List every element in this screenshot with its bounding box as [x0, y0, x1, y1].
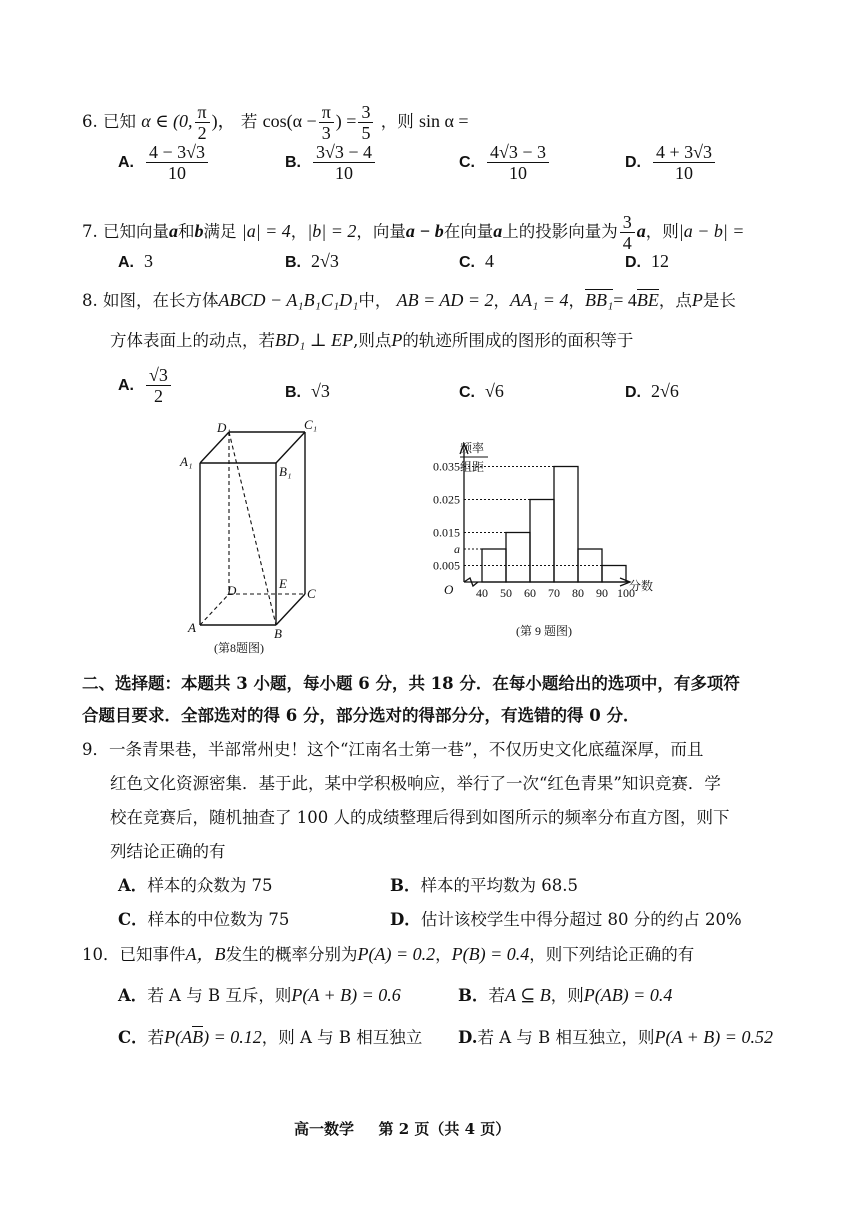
y-tick-label: 0.025	[433, 492, 460, 507]
q10-option-b[interactable]: B．若A ⊆ B，则P(AB) = 0.4	[458, 985, 673, 1005]
figure-8-cuboid	[170, 418, 330, 668]
q9-option-d[interactable]: D．估计该校学生中得分超过 80 分的约占 20%	[390, 910, 742, 929]
x-tick-label: 100	[617, 586, 635, 600]
edge-ad-hidden	[200, 594, 229, 625]
origin-label: O	[444, 582, 454, 597]
footer	[294, 1118, 510, 1139]
question-10-stem: 10．已知事件A，B发生的概率分别为P(A) = 0.2，P(B) = 0.4，则下列结论正确的有	[82, 944, 695, 964]
label-c1: C₁	[304, 418, 318, 432]
y-tick-label: 0.035	[433, 459, 460, 474]
q7-option-b[interactable]: B. 2√3	[285, 251, 339, 271]
x-tick-label: 80	[572, 586, 584, 600]
fraction-pi-over-3: $\frac{\pi}{3}$	[319, 102, 334, 143]
q10-option-a[interactable]: A．若 A 与 B 互斥，则P(A + B) = 0.6	[118, 985, 401, 1005]
q7-option-c[interactable]: C. 4	[459, 251, 494, 271]
section-2-header-line-1: 二、选择题：本题共 3 小题，每小题 6 分，共 18 分．在每小题给出的选项中，有多项符	[82, 674, 740, 693]
fraction-3-over-4: $\frac{3}{4}$	[620, 212, 635, 253]
y-label-top: 频率	[460, 441, 485, 455]
label-e: E	[279, 576, 287, 591]
label-b: B	[274, 626, 282, 641]
q6-option-d[interactable]: D. $\frac{4 + 3√3}{10}$	[625, 142, 717, 183]
question-9-line-3: 校在竞赛后，随机抽查了 100 人的成绩整理后得到如图所示的频率分布直方图，则下	[110, 808, 730, 827]
label-a: A	[188, 620, 196, 635]
x-tick-label: 40	[476, 586, 488, 600]
q7-option-a[interactable]: A. 3	[118, 251, 153, 271]
q8-option-d[interactable]: D. 2√6	[625, 381, 679, 401]
label-d1: D₁	[217, 420, 231, 435]
question-9-line-2: 红色文化资源密集．基于此，某中学积极响应，举行了一次“红色青果”知识竞赛．学	[110, 774, 721, 793]
q9-option-a[interactable]: A．样本的众数为 75	[118, 876, 273, 895]
figure-9-caption: (第 9 题图)	[516, 624, 572, 638]
y-tick-label: 0.005	[433, 558, 460, 573]
x-tick-label: 90	[596, 586, 608, 600]
q10-option-d[interactable]: D.若 A 与 B 相互独立，则P(A + B) = 0.52	[458, 1027, 773, 1047]
q7-option-d[interactable]: D. 12	[625, 251, 669, 271]
label-d: D	[227, 583, 237, 598]
y-label-bottom: 组距	[460, 460, 485, 474]
bar-50-60	[506, 533, 530, 583]
question-7-stem: 7. 已知向量a和b满足 |a| = 4，|b| = 2，向量a − b在向量a上的投影向量为 $\frac{3}{4}$ a，则|a − b| =	[82, 212, 745, 253]
footer-page-number: 第 2 页（共 4 页）	[378, 1120, 511, 1138]
section-2-header-line-2: 合题目要求．全部选对的得 6 分，部分选对的得部分分，有选错的得 0 分．	[82, 706, 640, 725]
label-a1: A₁	[180, 454, 193, 469]
bar-70-80	[554, 467, 578, 583]
edge-a1d1	[200, 432, 229, 463]
fraction-pi-over-2: $\frac{\pi}{2}$	[195, 102, 210, 143]
question-6-stem: 6. 已知 α ∈ (0, $\frac{\pi}{2}$ )， 若 cos(α − $\frac{\pi}{3}$ ) = $\frac{3}{5}$ ，则 sin α =	[82, 102, 469, 143]
figure-9-histogram	[420, 432, 680, 647]
x-tick-label: 50	[500, 586, 512, 600]
question-8-line-2: 方体表面上的动点，若BD₁ ⊥ EP,则点P的轨迹所围成的图形的面积等于	[110, 330, 634, 350]
x-axis-label: 分数	[629, 579, 654, 593]
x-tick-label: 70	[548, 586, 560, 600]
label-b1: B₁	[279, 464, 292, 479]
q10-option-c[interactable]: C．若P(AB) = 0.12，则 A 与 B 相互独立	[118, 1027, 423, 1047]
q8-option-c[interactable]: C. √6	[459, 381, 504, 401]
q8-option-b[interactable]: B. √3	[285, 381, 330, 401]
edge-bc	[276, 594, 305, 625]
question-8-line-1: 8. 如图，在长方体ABCD − A₁B₁C₁D₁中， AB = AD = 2，AA₁ = 4，BB₁= 4BE，点P是长	[82, 290, 736, 310]
q8-option-a[interactable]: A. $\frac{√3}{2}$	[118, 365, 173, 406]
y-tick-label: a	[454, 542, 460, 556]
q6-option-a[interactable]: A. $\frac{4 - 3√3}{10}$	[118, 142, 210, 183]
q6-option-b[interactable]: B. $\frac{3√3 - 4}{10}$	[285, 142, 377, 183]
q6-option-c[interactable]: C. $\frac{4√3 - 3}{10}$	[459, 142, 551, 183]
footer-subject: 高一数学	[294, 1120, 355, 1138]
q9-option-b[interactable]: B．样本的平均数为 68.5	[390, 876, 578, 895]
y-tick-label: 0.015	[433, 525, 460, 540]
question-9-line-1: 9．一条青果巷，半部常州史！这个“江南名士第一巷”，不仅历史文化底蕴深厚，而且	[82, 740, 704, 759]
figure-8-caption: (第8题图)	[214, 641, 264, 655]
q9-option-c[interactable]: C．样本的中位数为 75	[118, 910, 290, 929]
edge-b1c1	[276, 432, 305, 463]
label-c: C	[307, 586, 316, 601]
question-9-line-4: 列结论正确的有	[110, 842, 226, 861]
fraction-3-over-5: $\frac{3}{5}$	[358, 102, 373, 143]
x-tick-label: 60	[524, 586, 536, 600]
bar-60-70	[530, 500, 554, 583]
